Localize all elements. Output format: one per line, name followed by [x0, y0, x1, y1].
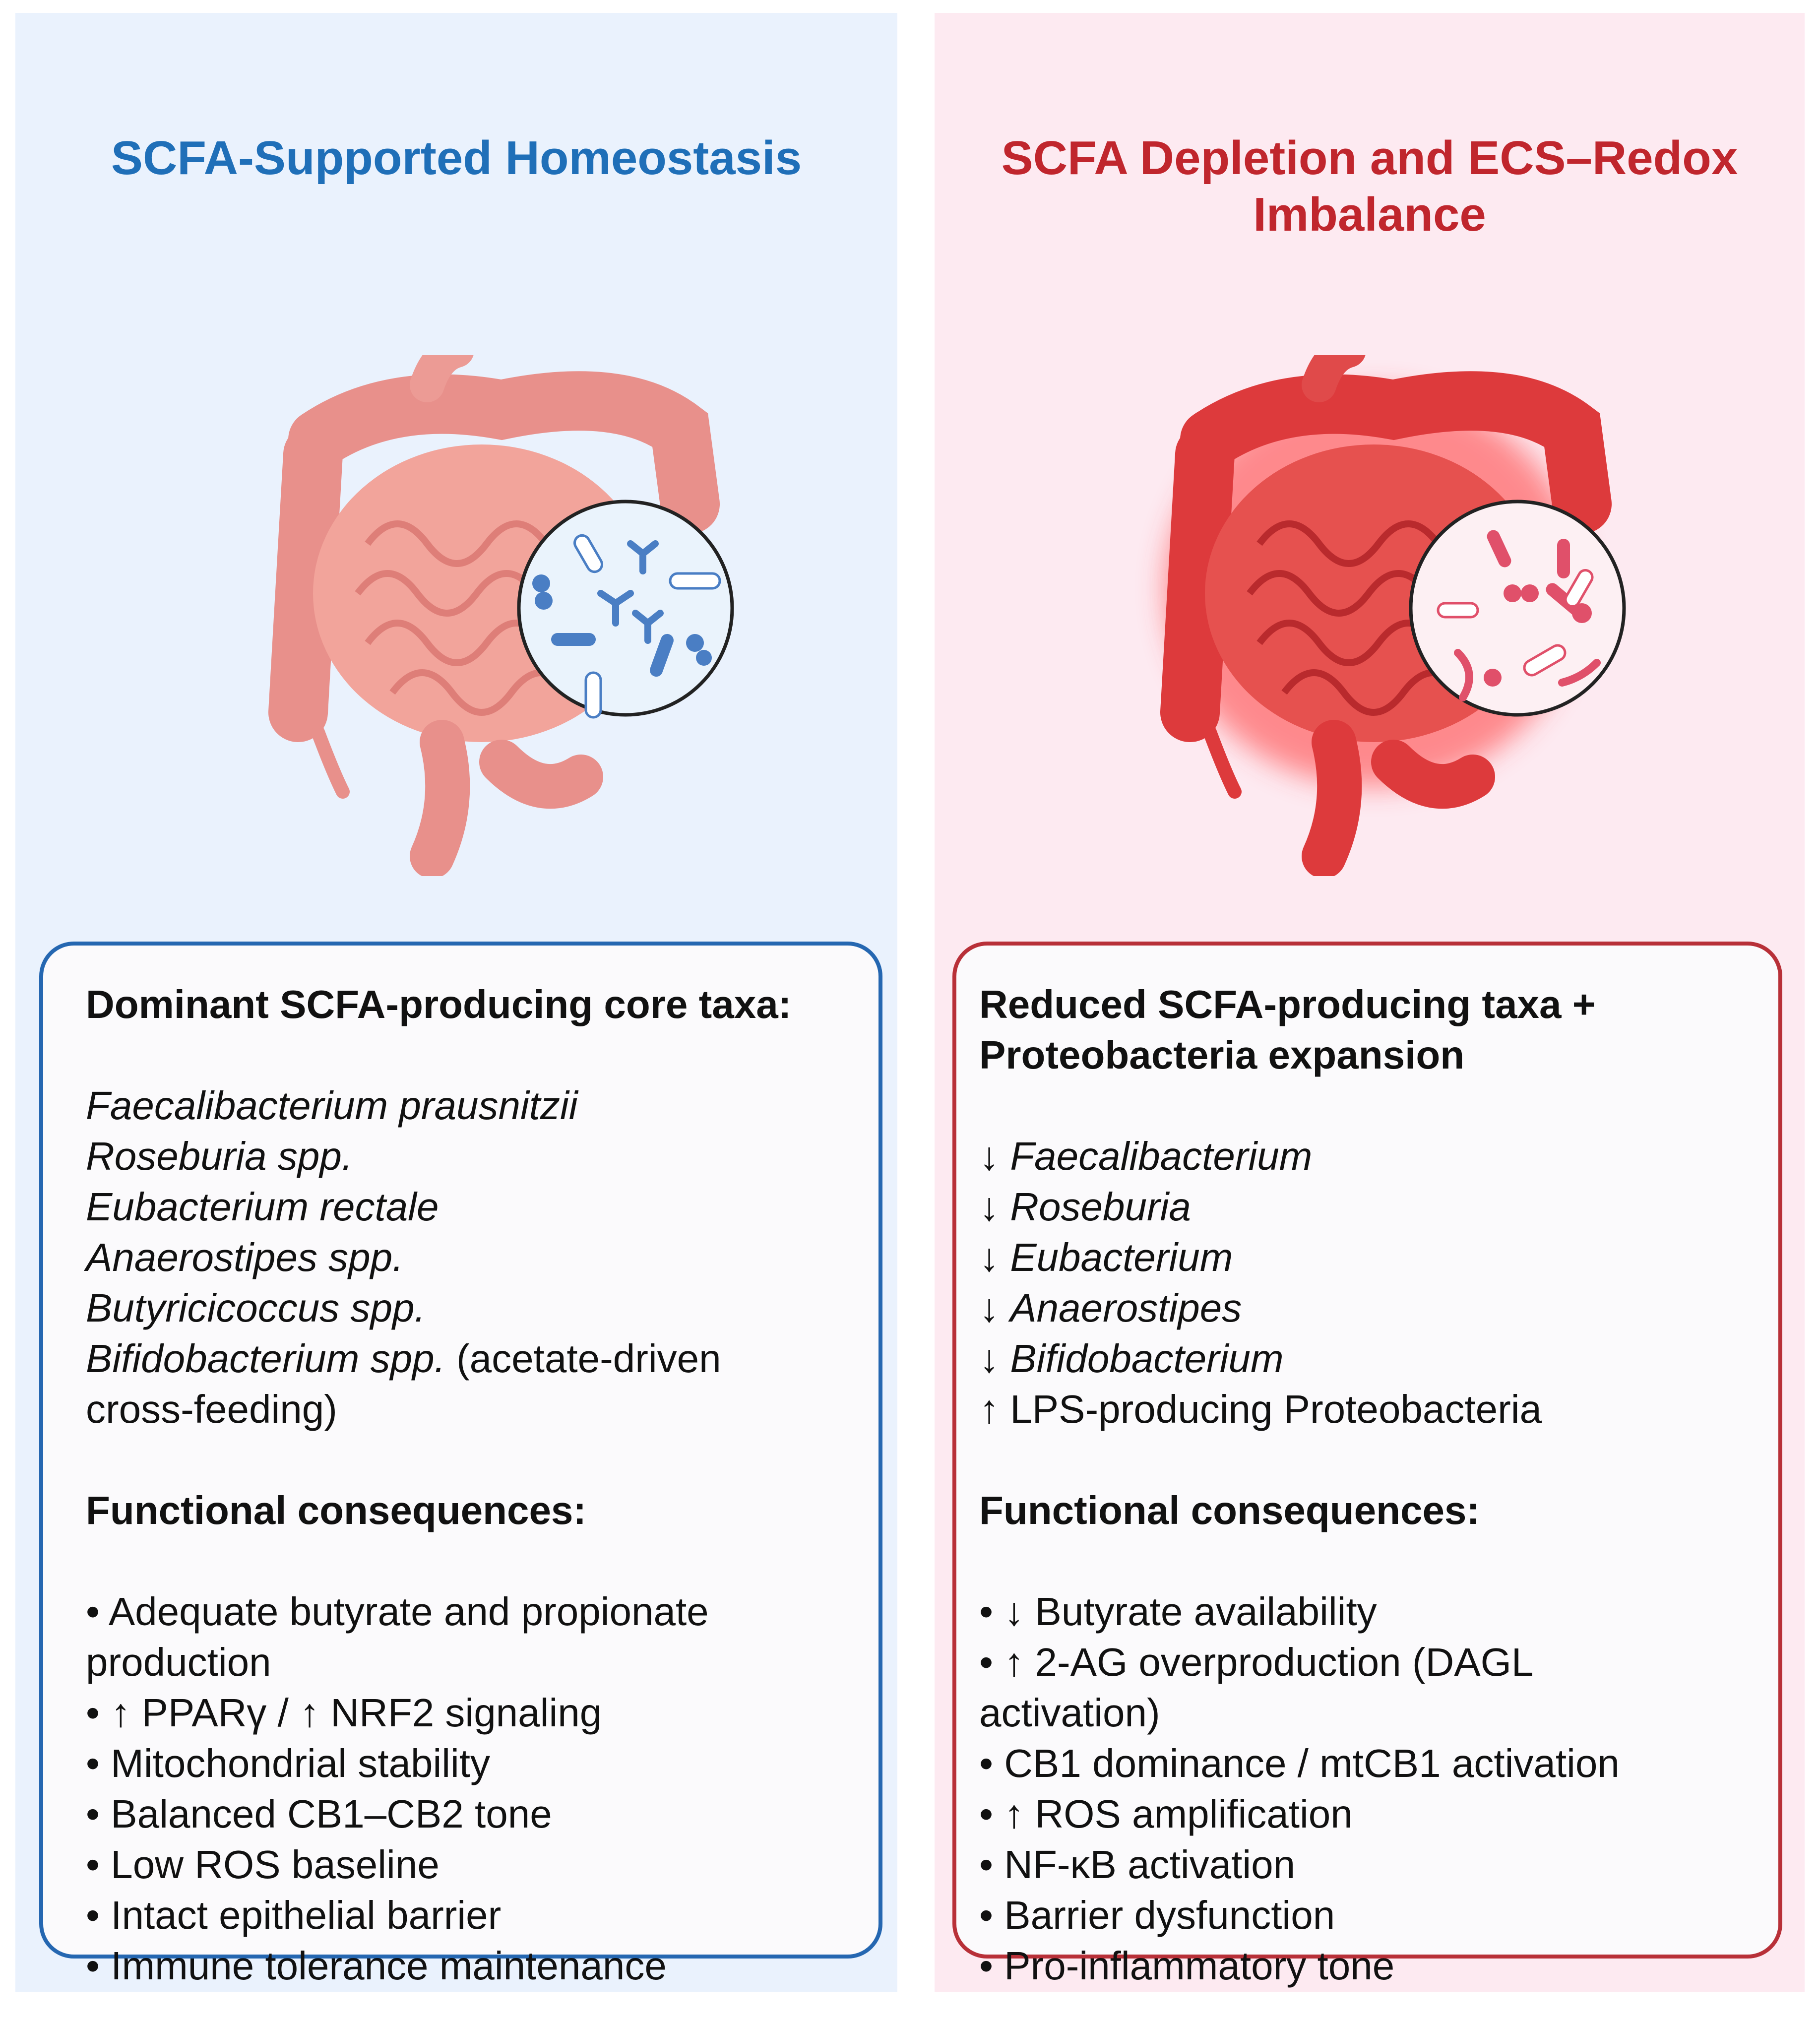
- depletion-title: SCFA Depletion and ECS–Redox Imbalance: [1001, 131, 1738, 241]
- taxon-name: Roseburia: [1010, 1185, 1191, 1229]
- down-arrow-icon: ↓: [979, 1185, 1010, 1229]
- core-taxa-heading: Dominant SCFA-producing core taxa:: [86, 982, 792, 1026]
- dysbiotic-microbiota-icon: [1411, 502, 1624, 715]
- down-arrow-icon: ↓: [979, 1286, 1010, 1330]
- taxon-name: Anaerostipes spp.: [86, 1235, 404, 1279]
- consequence-item: • Intact epithelial barrier: [86, 1893, 502, 1937]
- taxon-item: [86, 1333, 879, 1384]
- down-arrow-icon: ↓: [979, 1336, 1010, 1381]
- consequence-item: activation): [979, 1691, 1160, 1735]
- taxon-item: [979, 1131, 1778, 1182]
- taxon-name: Faecalibacterium: [1010, 1134, 1313, 1178]
- homeostasis-title: SCFA-Supported Homeostasis: [111, 131, 802, 185]
- taxon-name: Eubacterium rectale: [86, 1185, 439, 1229]
- homeostasis-panel: [15, 13, 897, 1992]
- taxon-item: [979, 1232, 1778, 1283]
- taxon-item: [86, 1131, 879, 1182]
- up-arrow-icon: ↑: [979, 1387, 1010, 1431]
- taxon-item: [86, 1232, 879, 1283]
- consequence-item: • Barrier dysfunction: [979, 1893, 1335, 1937]
- consequence-item: • ↓ Butyrate availability: [979, 1589, 1377, 1634]
- consequences-heading: Functional consequences:: [86, 1488, 587, 1532]
- taxon-name: Eubacterium: [1010, 1235, 1233, 1279]
- consequence-item: • ↑ 2-AG overproduction (DAGL: [979, 1640, 1534, 1684]
- down-arrow-icon: ↓: [979, 1134, 1010, 1178]
- consequence-item: • CB1 dominance / mtCB1 activation: [979, 1741, 1620, 1785]
- taxon-name: Bifidobacterium spp.: [86, 1336, 445, 1381]
- taxon-note-continued: cross-feeding): [86, 1387, 337, 1431]
- reduced-taxa-heading: Reduced SCFA-producing taxa + Proteobacteria expansion: [979, 982, 1596, 1077]
- depletion-info-box: [952, 942, 1782, 1988]
- depletion-panel: [935, 13, 1805, 1992]
- consequence-item: • Immune tolerance maintenance: [86, 1944, 667, 1988]
- consequence-item: • Adequate butyrate and propionate: [86, 1589, 709, 1634]
- consequence-item: production: [86, 1640, 271, 1684]
- homeostasis-info-box: [39, 942, 882, 1988]
- consequence-item: • Balanced CB1–CB2 tone: [86, 1792, 552, 1836]
- consequence-item: • Low ROS baseline: [86, 1842, 439, 1887]
- consequence-item: • ↑ PPARγ / ↑ NRF2 signaling: [86, 1691, 602, 1735]
- inflamed-intestine-icon: [1135, 355, 1681, 876]
- taxon-item: [86, 1182, 879, 1232]
- intestine-icon: [244, 355, 789, 876]
- down-arrow-icon: ↓: [979, 1235, 1010, 1279]
- taxon-name: Roseburia spp.: [86, 1134, 353, 1178]
- taxon-item: [86, 1283, 879, 1333]
- consequence-item: • Mitochondrial stability: [86, 1741, 490, 1785]
- taxon-name: Bifidobacterium: [1010, 1336, 1284, 1381]
- consequence-item: • NF-κB activation: [979, 1842, 1296, 1887]
- taxon-item: [979, 1333, 1778, 1384]
- taxon-name: Faecalibacterium prausnitzii: [86, 1083, 578, 1128]
- taxon-name: Anaerostipes: [1010, 1286, 1242, 1330]
- taxon-plain: LPS-producing Proteobacteria: [1010, 1387, 1542, 1431]
- consequence-item: • Pro-inflammatory tone: [979, 1944, 1395, 1988]
- consequence-item: • ↑ ROS amplification: [979, 1792, 1353, 1836]
- consequences-heading: Functional consequences:: [979, 1488, 1480, 1532]
- taxon-note: (acetate-driven: [445, 1336, 721, 1381]
- taxon-item: [86, 1080, 879, 1131]
- healthy-microbiota-icon: [519, 502, 732, 717]
- taxon-item: [979, 1182, 1778, 1232]
- taxon-item: [979, 1283, 1778, 1333]
- taxon-name: Butyricicoccus spp.: [86, 1286, 426, 1330]
- taxon-item: [979, 1384, 1778, 1435]
